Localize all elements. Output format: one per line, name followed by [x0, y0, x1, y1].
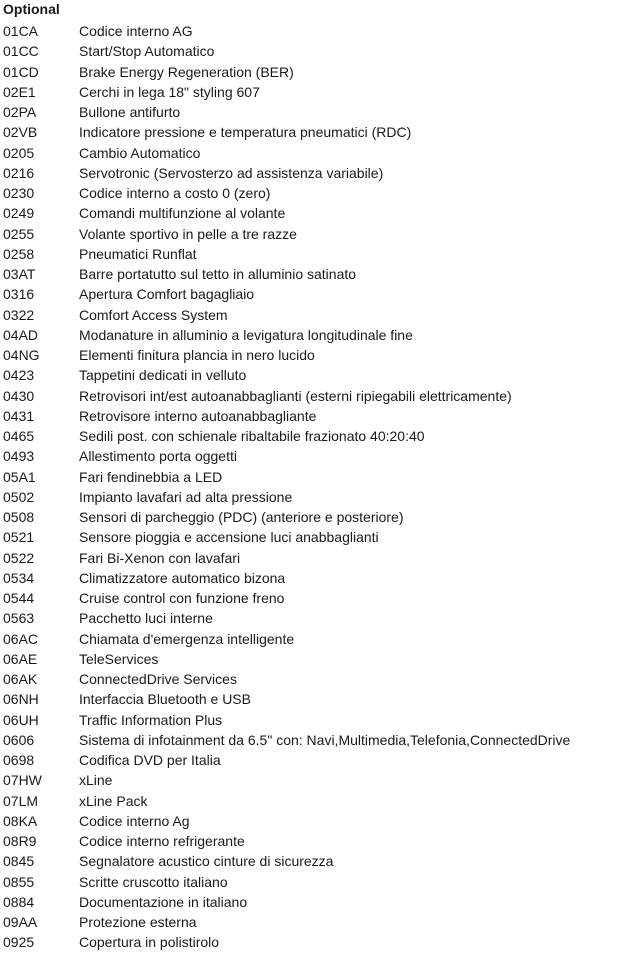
option-description: Sensore pioggia e accensione luci anabbaglianti [79, 529, 379, 546]
option-description: xLine [79, 772, 113, 789]
option-row [0, 122, 640, 142]
option-row [0, 426, 640, 446]
option-code: 0606 [3, 731, 35, 748]
option-code: 06AE [3, 650, 38, 667]
option-code: 0322 [3, 306, 35, 323]
option-description: Codifica DVD per Italia [79, 752, 221, 768]
option-description: Sistema di infotainment da 6.5" con: Navi,Multimedia,Telefonia,ConnectedDrive [79, 731, 571, 748]
option-code: 0522 [3, 549, 35, 566]
option-code: 0423 [3, 367, 35, 384]
option-description: Barre portatutto sul tetto in alluminio satinato [79, 266, 357, 282]
option-description: Servotronic (Servosterzo ad assistenza variabile) [79, 164, 384, 181]
option-description: Codice interno Ag [79, 812, 190, 829]
options-list [0, 21, 640, 953]
option-description: Comandi multifunzione al volante [79, 205, 286, 222]
option-code: 06NH [3, 691, 39, 708]
option-description: Volante sportivo in pelle a tre razze [79, 225, 297, 242]
option-code: 0230 [3, 185, 35, 201]
option-row [0, 467, 640, 487]
option-row [0, 386, 640, 406]
option-row [0, 102, 640, 122]
option-code: 0521 [3, 529, 35, 546]
option-row [0, 487, 640, 507]
section-heading: Optional [3, 1, 60, 17]
option-description: Indicatore pressione e temperatura pneumatici (RDC) [79, 124, 412, 141]
option-description: Fari fendinebbia a LED [79, 468, 223, 485]
option-row [0, 608, 640, 628]
option-description: Traffic Information Plus [79, 711, 223, 728]
option-code: 02E1 [3, 83, 36, 100]
option-code: 0493 [3, 448, 35, 465]
option-row [0, 629, 640, 649]
option-row [0, 305, 640, 325]
option-row [0, 163, 640, 183]
option-row [0, 730, 640, 750]
option-code: 08R9 [3, 833, 37, 849]
option-code: 06UH [3, 711, 39, 728]
option-description: Impianto lavafari ad alta pressione [79, 488, 293, 505]
option-description: Sedili post. con schienale ribaltabile frazionato 40:20:40 [79, 428, 425, 444]
option-description: ConnectedDrive Services [79, 671, 237, 687]
option-row [0, 689, 640, 709]
option-description: Elementi finitura plancia in nero lucido [79, 347, 315, 363]
option-code: 05A1 [3, 468, 36, 485]
option-row [0, 62, 640, 82]
option-code: 0465 [3, 428, 35, 444]
option-row [0, 446, 640, 466]
option-code: 07LM [3, 792, 39, 809]
option-description: Codice interno a costo 0 (zero) [79, 185, 271, 201]
option-description: Comfort Access System [79, 306, 228, 323]
option-row [0, 791, 640, 811]
option-code: 09AA [3, 914, 38, 930]
option-code: 0544 [3, 590, 35, 606]
option-description: Retrovisore interno autoanabbagliante [79, 407, 317, 424]
option-row [0, 527, 640, 547]
option-code: 01CD [3, 63, 39, 80]
option-code: 01CA [3, 23, 39, 39]
option-row [0, 649, 640, 669]
option-code: 0508 [3, 509, 35, 525]
option-row [0, 588, 640, 608]
option-code: 04AD [3, 326, 39, 343]
option-description: Cruise control con funzione freno [79, 590, 285, 606]
option-row [0, 851, 640, 871]
option-code: 01CC [3, 43, 39, 60]
option-description: Codice interno AG [79, 23, 193, 39]
option-row [0, 750, 640, 770]
option-description: Protezione esterna [79, 914, 197, 930]
option-row [0, 892, 640, 912]
option-code: 02VB [3, 124, 38, 141]
option-row [0, 345, 640, 365]
option-description: TeleServices [79, 650, 159, 667]
option-description: Allestimento porta oggetti [79, 448, 237, 465]
option-code: 07HW [3, 772, 42, 789]
option-code: 0205 [3, 144, 35, 161]
option-description: Bullone antifurto [79, 104, 181, 120]
option-description: Codice interno refrigerante [79, 833, 245, 849]
option-code: 06AC [3, 630, 39, 647]
option-description: Fari Bi-Xenon con lavafari [79, 549, 241, 566]
option-row [0, 264, 640, 284]
option-row [0, 406, 640, 426]
option-row [0, 831, 640, 851]
option-description: Tappetini dedicati in velluto [79, 367, 247, 384]
option-description: Sensori di parcheggio (PDC) (anteriore e posteriore) [79, 509, 404, 525]
option-description: Pneumatici Runflat [79, 245, 197, 262]
option-row [0, 325, 640, 345]
option-row [0, 669, 640, 689]
option-code: 0431 [3, 407, 35, 424]
option-description: Pacchetto luci interne [79, 610, 213, 627]
option-description: Start/Stop Automatico [79, 43, 215, 60]
option-row [0, 183, 640, 203]
option-description: Brake Energy Regeneration (BER) [79, 63, 294, 80]
option-description: Scritte cruscotto italiano [79, 873, 228, 890]
option-row [0, 244, 640, 264]
option-code: 0502 [3, 488, 35, 505]
option-code: 0534 [3, 569, 35, 586]
option-code: 0884 [3, 893, 35, 910]
option-code: 0249 [3, 205, 35, 222]
option-code: 0255 [3, 225, 35, 242]
option-code: 0855 [3, 873, 35, 890]
option-row [0, 912, 640, 932]
option-row [0, 284, 640, 304]
option-description: Interfaccia Bluetooth e USB [79, 691, 251, 708]
option-description: xLine Pack [79, 792, 148, 809]
option-description: Cerchi in lega 18" styling 607 [79, 83, 260, 100]
option-row [0, 811, 640, 831]
option-row [0, 872, 640, 892]
option-description: Cambio Automatico [79, 144, 201, 161]
option-description: Retrovisori int/est autoanabbaglianti (esterni ripiegabili elettricamente) [79, 387, 512, 404]
option-row [0, 710, 640, 730]
option-code: 03AT [3, 266, 36, 282]
option-row [0, 507, 640, 527]
option-code: 0258 [3, 245, 35, 262]
option-row [0, 203, 640, 223]
option-row [0, 548, 640, 568]
option-row [0, 770, 640, 790]
option-description: Segnalatore acustico cinture di sicurezza [79, 853, 334, 870]
option-code: 0430 [3, 387, 35, 404]
option-code: 02PA [3, 104, 37, 120]
option-row [0, 224, 640, 244]
option-code: 0216 [3, 164, 35, 181]
option-row [0, 365, 640, 385]
option-code: 0698 [3, 752, 35, 768]
option-row [0, 82, 640, 102]
option-description: Chiamata d'emergenza intelligente [79, 630, 295, 647]
option-code: 0316 [3, 286, 35, 303]
option-row [0, 568, 640, 588]
option-code: 06AK [3, 671, 38, 687]
option-row [0, 21, 640, 41]
option-code: 08KA [3, 812, 38, 829]
option-description: Apertura Comfort bagagliaio [79, 286, 255, 303]
option-row [0, 41, 640, 61]
option-code: 04NG [3, 347, 40, 363]
option-description: Copertura in polistirolo [79, 934, 220, 951]
option-description: Climatizzatore automatico bizona [79, 569, 286, 586]
option-row [0, 932, 640, 952]
option-code: 0925 [3, 934, 35, 951]
option-code: 0845 [3, 853, 35, 870]
option-description: Modanature in alluminio a levigatura longitudinale fine [79, 326, 413, 343]
option-code: 0563 [3, 610, 35, 627]
option-row [0, 143, 640, 163]
option-description: Documentazione in italiano [79, 893, 248, 910]
